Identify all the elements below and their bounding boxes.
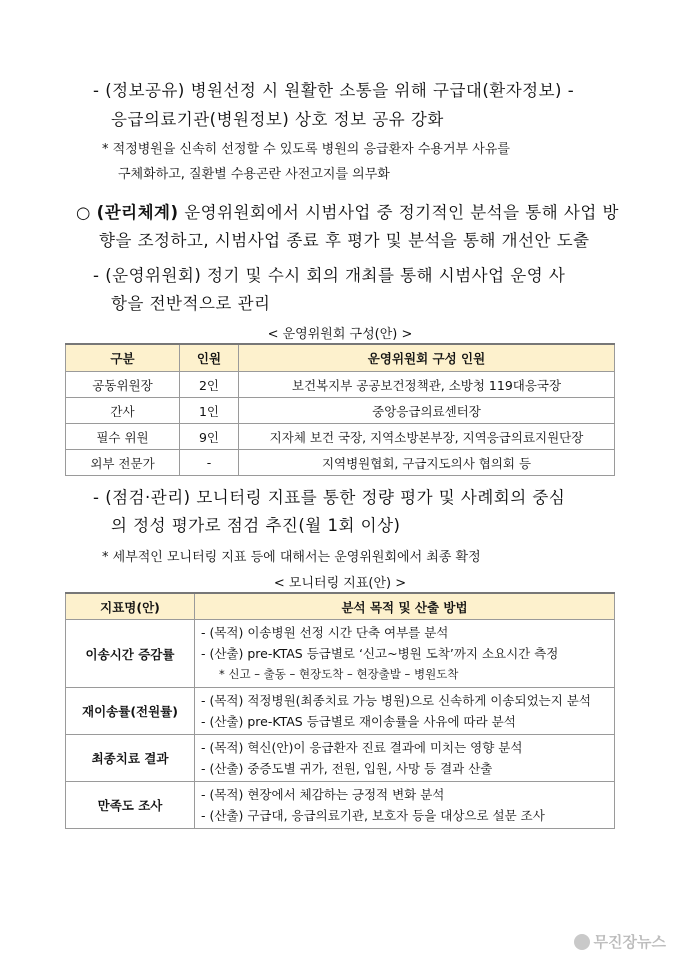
indicator-description bbox=[195, 620, 615, 688]
method-line: - (산출) pre-KTAS 등급별로 ‘신고~병원 도착’까지 소요시간 측정 bbox=[201, 646, 559, 661]
table-cell: - bbox=[180, 450, 239, 476]
table-row bbox=[66, 688, 615, 735]
committee-table bbox=[65, 343, 615, 476]
table-header-row bbox=[66, 593, 615, 620]
column-header: 지표명(안) bbox=[66, 593, 195, 620]
purpose-line: - (목적) 적정병원(최종치료 가능 병원)으로 신속하게 이송되었는지 분석 bbox=[201, 693, 591, 708]
table-cell: 외부 전문가 bbox=[66, 450, 180, 476]
management-heading: (관리체계) bbox=[96, 203, 179, 222]
logo-icon bbox=[574, 934, 590, 950]
indicator-description bbox=[195, 735, 615, 782]
paragraph-info-sharing-line1: - (정보공유) 병원선정 시 원활한 소통을 위해 구급대(환자정보) - bbox=[93, 81, 575, 100]
table2-caption: < 모니터링 지표(안) > bbox=[273, 576, 407, 591]
table-cell: 공동위원장 bbox=[66, 372, 180, 398]
indicator-name: 만족도 조사 bbox=[66, 782, 195, 829]
table-row bbox=[66, 372, 615, 398]
note-monitoring: * 세부적인 모니터링 지표 등에 대해서는 운영위원회에서 최종 확정 bbox=[102, 550, 481, 565]
table-cell: 2인 bbox=[180, 372, 239, 398]
indicator-name: 이송시간 증감률 bbox=[66, 620, 195, 688]
paragraph-info-sharing-line2: 응급의료기관(병원정보) 상호 정보 공유 강화 bbox=[111, 110, 444, 129]
column-header: 구분 bbox=[66, 344, 180, 372]
monitoring-table bbox=[65, 592, 615, 829]
circle-bullet-icon: ○ bbox=[76, 203, 91, 222]
paragraph-committee-line1: - (운영위원회) 정기 및 수시 회의 개최를 통해 시범사업 운영 사 bbox=[93, 266, 566, 285]
table-cell: 보건복지부 공공보건정책관, 소방청 119대응국장 bbox=[239, 372, 615, 398]
method-line: - (산출) 중증도별 귀가, 전원, 입원, 사망 등 결과 산출 bbox=[201, 761, 493, 776]
note-appropriate-hospital-line1: * 적정병원을 신속히 선정할 수 있도록 병원의 응급환자 수용거부 사유를 bbox=[102, 142, 510, 157]
paragraph-management-line2: 향을 조정하고, 시범사업 종료 후 평가 및 분석을 통해 개선안 도출 bbox=[99, 231, 590, 250]
purpose-line: - (목적) 혁신(안)이 응급환자 진료 결과에 미치는 영향 분석 bbox=[201, 740, 523, 755]
column-header: 운영위원회 구성 인원 bbox=[239, 344, 615, 372]
paragraph-committee-line2: 항을 전반적으로 관리 bbox=[111, 294, 271, 313]
paragraph-management-line1 bbox=[76, 199, 619, 223]
table-row bbox=[66, 424, 615, 450]
indicator-description bbox=[195, 688, 615, 735]
paragraph-monitoring-line1: - (점검·관리) 모니터링 지표를 통한 정량 평가 및 사례회의 중심 bbox=[93, 488, 566, 507]
table-row bbox=[66, 735, 615, 782]
table-cell: 간사 bbox=[66, 398, 180, 424]
table-cell: 1인 bbox=[180, 398, 239, 424]
table-row bbox=[66, 450, 615, 476]
purpose-line: - (목적) 이송병원 선정 시간 단축 여부를 분석 bbox=[201, 625, 449, 640]
table-cell: 중앙응급의료센터장 bbox=[239, 398, 615, 424]
indicator-name: 재이송률(전원률) bbox=[66, 688, 195, 735]
table-row bbox=[66, 620, 615, 688]
sub-note-line: * 신고 – 출동 – 현장도착 – 현장출발 – 병원도착 bbox=[219, 667, 459, 681]
management-text: 운영위원회에서 시범사업 중 정기적인 분석을 통해 사업 방 bbox=[178, 203, 619, 222]
watermark-text: 무진장뉴스 bbox=[593, 933, 666, 951]
purpose-line: - (목적) 현장에서 체감하는 긍정적 변화 분석 bbox=[201, 787, 445, 802]
column-header: 분석 목적 및 산출 방법 bbox=[195, 593, 615, 620]
table1-caption: < 운영위원회 구성(안) > bbox=[267, 327, 413, 342]
method-line: - (산출) pre-KTAS 등급별로 재이송률을 사유에 따라 분석 bbox=[201, 714, 516, 729]
paragraph-monitoring-line2: 의 정성 평가로 점검 추진(월 1회 이상) bbox=[111, 516, 401, 535]
indicator-description bbox=[195, 782, 615, 829]
table-cell: 필수 위원 bbox=[66, 424, 180, 450]
table-cell: 지역병원협회, 구급지도의사 협의회 등 bbox=[239, 450, 615, 476]
note-appropriate-hospital-line2: 구체화하고, 질환별 수용곤란 사전고지를 의무화 bbox=[118, 167, 390, 182]
table-header-row bbox=[66, 344, 615, 372]
table-row bbox=[66, 782, 615, 829]
table-row bbox=[66, 398, 615, 424]
indicator-name: 최종치료 결과 bbox=[66, 735, 195, 782]
table-cell: 9인 bbox=[180, 424, 239, 450]
table-cell: 지자체 보건 국장, 지역소방본부장, 지역응급의료지원단장 bbox=[239, 424, 615, 450]
method-line: - (산출) 구급대, 응급의료기관, 보호자 등을 대상으로 설문 조사 bbox=[201, 808, 545, 823]
watermark bbox=[574, 931, 666, 952]
column-header: 인원 bbox=[180, 344, 239, 372]
